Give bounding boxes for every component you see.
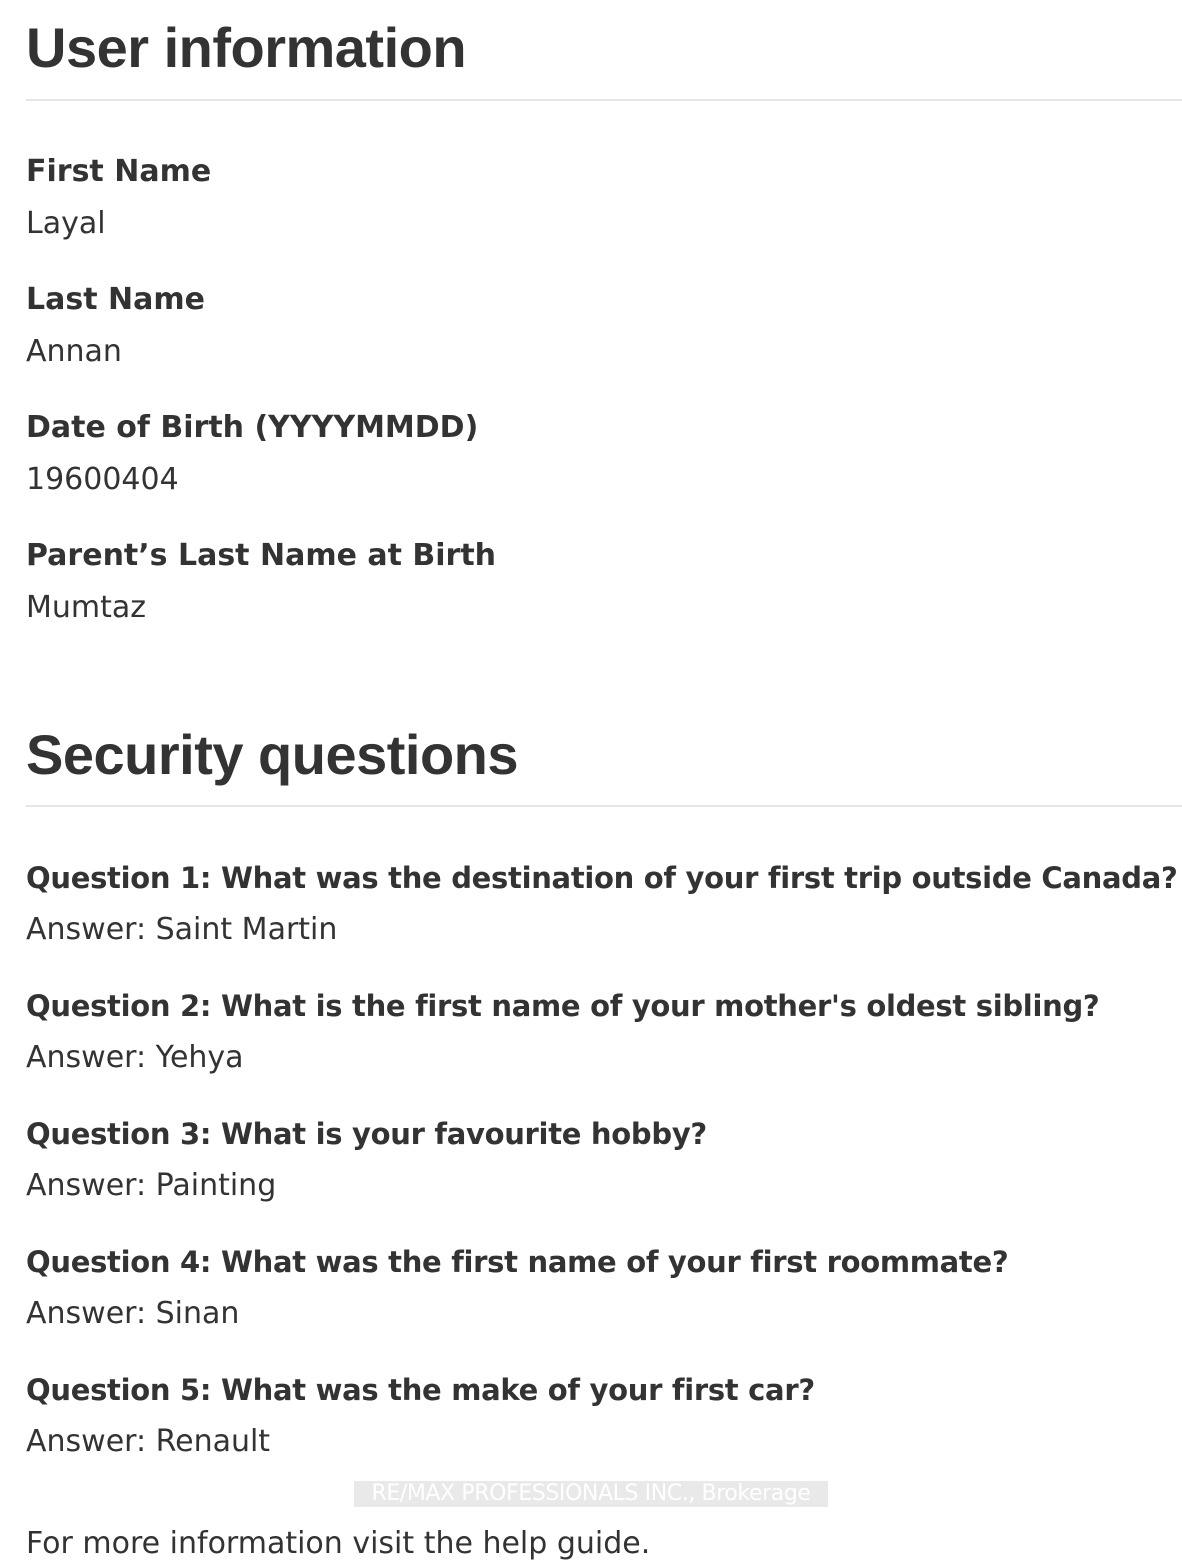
security-question-2: Question 2: What is the first name of your mother's oldest sibling? [26, 989, 1100, 1023]
security-questions-heading: Security questions [26, 723, 519, 786]
security-answer-4: Answer: Sinan [26, 1296, 240, 1331]
security-question-1: Question 1: What was the destination of your first trip outside Canada? [26, 861, 1178, 895]
parent-last-name-label: Parent’s Last Name at Birth [26, 538, 497, 573]
parent-last-name-value: Mumtaz [26, 590, 147, 625]
brokerage-watermark: RE/MAX PROFESSIONALS INC., Brokerage [354, 1481, 828, 1507]
last-name-label: Last Name [26, 282, 205, 317]
help-guide-text: For more information visit the help guide. [26, 1526, 651, 1561]
security-question-4: Question 4: What was the first name of your first roommate? [26, 1245, 1009, 1279]
first-name-value: Layal [26, 206, 106, 241]
date-of-birth-label: Date of Birth (YYYYMMDD) [26, 410, 479, 445]
user-info-heading: User information [26, 16, 467, 79]
security-questions-divider [26, 805, 1182, 807]
first-name-label: First Name [26, 154, 212, 189]
security-answer-2: Answer: Yehya [26, 1040, 244, 1075]
date-of-birth-value: 19600404 [26, 462, 179, 497]
security-question-5: Question 5: What was the make of your first car? [26, 1373, 815, 1407]
security-answer-1: Answer: Saint Martin [26, 912, 338, 947]
user-info-divider [26, 99, 1182, 101]
security-answer-5: Answer: Renault [26, 1424, 271, 1459]
security-answer-3: Answer: Painting [26, 1168, 277, 1203]
last-name-value: Annan [26, 334, 122, 369]
security-question-3: Question 3: What is your favourite hobby? [26, 1117, 707, 1151]
